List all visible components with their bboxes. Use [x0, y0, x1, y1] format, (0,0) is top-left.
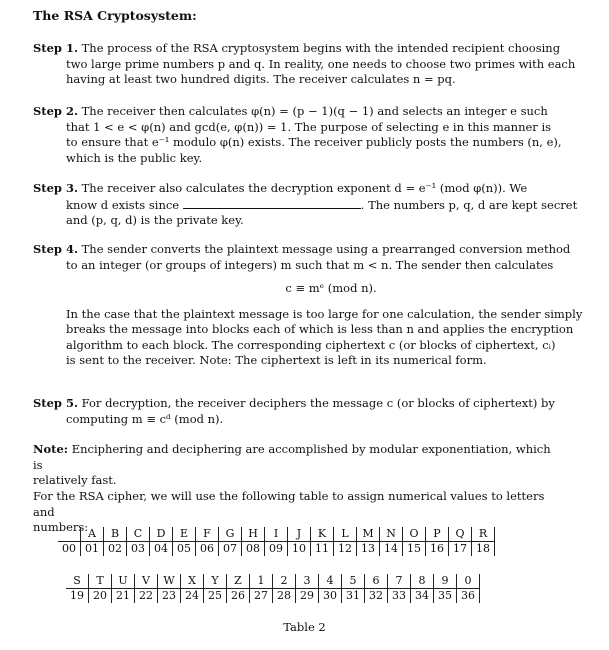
- table-1-value: 09: [265, 542, 288, 557]
- table-1-value: 08: [242, 542, 265, 557]
- step-3: [33, 181, 596, 229]
- table-2-value: 36: [457, 589, 480, 604]
- table-1-letter: [58, 527, 81, 542]
- table-1-value: 03: [127, 542, 150, 557]
- table-1-values-row: [58, 542, 495, 557]
- letter-value-table-1: [58, 527, 495, 556]
- note-line-1: Enciphering and deciphering are accomplished by modular exponentiation, which is: [33, 442, 551, 472]
- table-1-value: 11: [311, 542, 334, 557]
- step-4-label: Step 4.: [33, 242, 78, 256]
- table-1-letters-row: [58, 527, 495, 542]
- step-2-line-1: The receiver then calculates φ(n) = (p − 1)(q − 1) and selects an integer e such: [81, 104, 548, 118]
- table-1-value: 00: [58, 542, 81, 557]
- step-5-line-2: computing m ≡ cᵈ (mod n).: [66, 411, 224, 426]
- step-5-label: Step 5.: [33, 396, 78, 410]
- step-2: [33, 104, 596, 166]
- table-2-value: 33: [388, 589, 411, 604]
- document-title: The RSA Cryptosystem:: [33, 8, 197, 23]
- table-1-value: 04: [150, 542, 173, 557]
- table-2-value: 35: [434, 589, 457, 604]
- table-1-letter: Q: [449, 527, 472, 542]
- table-1-letter: O: [403, 527, 426, 542]
- table-2-letter: 4: [319, 574, 342, 589]
- table-1-value: 10: [288, 542, 311, 557]
- table-1-value: 18: [472, 542, 495, 557]
- table-2-letter: 0: [457, 574, 480, 589]
- table-1-letter: I: [265, 527, 288, 542]
- step-2-line-4: which is the public key.: [66, 150, 203, 165]
- table-intro-line-1: For the RSA cipher, we will use the following table to assign numerical values to letters and: [33, 489, 545, 519]
- table-2-letter: W: [158, 574, 181, 589]
- step-5: [33, 396, 596, 427]
- table-2-value: 21: [112, 589, 135, 604]
- table-1-value: 15: [403, 542, 426, 557]
- table-1-letter: E: [173, 527, 196, 542]
- table-1-letter: B: [104, 527, 127, 542]
- table-1-letter: F: [196, 527, 219, 542]
- step-3-line-2-end: . The numbers p, q, d are kept secret: [360, 197, 578, 212]
- table-1-value: 16: [426, 542, 449, 557]
- step-3-line-2-start: know d exists since: [66, 197, 180, 212]
- table-2-value: 28: [273, 589, 296, 604]
- table-2-letter: S: [73, 574, 81, 587]
- table-1-value: 05: [173, 542, 196, 557]
- step-2-line-2: that 1 < e < φ(n) and gcd(e, φ(n)) = 1. The purpose of selecting e in this manner is: [66, 119, 552, 134]
- table-2-letter: 5: [342, 574, 365, 589]
- table-1-value: 01: [81, 542, 104, 557]
- table-2-value: 23: [158, 589, 181, 604]
- step-2-label: Step 2.: [33, 104, 78, 118]
- table-1-letter: J: [288, 527, 311, 542]
- table-1-letter: M: [357, 527, 380, 542]
- table-2-letter: 6: [365, 574, 388, 589]
- table-2-letter: 9: [434, 574, 457, 589]
- table-1-letter: R: [472, 527, 495, 542]
- table-2-value: 34: [411, 589, 434, 604]
- table-2-letter: 1: [250, 574, 273, 589]
- table-2-letter: 7: [388, 574, 411, 589]
- table-1-letter: N: [380, 527, 403, 542]
- step-4-line-2: to an integer (or groups of integers) m such that m < n. The sender then calculates: [66, 257, 554, 272]
- table-2-letter: X: [181, 574, 204, 589]
- table-1-value: 02: [104, 542, 127, 557]
- step-4-para-line-3: algorithm to each block. The corresponding ciphertext c (or blocks of ciphertext, cᵢ): [66, 337, 556, 352]
- step-3-line-1: The receiver also calculates the decryption exponent d = e⁻¹ (mod φ(n)). We: [81, 181, 528, 195]
- table-2-letter: V: [135, 574, 158, 589]
- step-4-para-line-2: breaks the message into blocks each of which is less than n and applies the encryption: [66, 322, 574, 336]
- table-2-value: 26: [227, 589, 250, 604]
- step-1: [33, 41, 596, 88]
- encryption-equation: c ≡ mᵉ (mod n).: [285, 281, 377, 295]
- table-intro-line-2: numbers:: [33, 520, 89, 534]
- note-label: Note:: [33, 442, 69, 456]
- table-2-letter: T: [89, 574, 112, 589]
- table-2-letter: U: [112, 574, 135, 589]
- table-1-value: 07: [219, 542, 242, 557]
- note: [33, 442, 563, 489]
- table-2-value: 31: [342, 589, 365, 604]
- step-5-line-1: For decryption, the receiver deciphers the message c (or blocks of ciphertext) by: [81, 396, 555, 410]
- note-line-2: relatively fast.: [33, 473, 117, 487]
- step-4-para-line-4: is sent to the receiver. Note: The ciphertext is left in its numerical form.: [66, 353, 487, 367]
- step-1-label: Step 1.: [33, 41, 78, 55]
- table-2-letter: Y: [204, 574, 227, 589]
- step-3-label: Step 3.: [33, 181, 78, 195]
- table-1-letter: L: [334, 527, 357, 542]
- table-2-value: 22: [135, 589, 158, 604]
- step-4: [33, 242, 596, 369]
- table-2-value: 25: [204, 589, 227, 604]
- table-1-value: 13: [357, 542, 380, 557]
- step-3-line-3: and (p, q, d) is the private key.: [66, 213, 244, 227]
- table-2-value: 32: [365, 589, 388, 604]
- table-1-letter: H: [242, 527, 265, 542]
- table-2-value: 27: [250, 589, 273, 604]
- table-1-value: 12: [334, 542, 357, 557]
- table-2-values-row: [66, 589, 480, 604]
- letter-value-table-2: [66, 574, 480, 603]
- table-2-letter: 3: [296, 574, 319, 589]
- answer-blank[interactable]: [183, 197, 361, 209]
- table-2-value: 29: [296, 589, 319, 604]
- table-1-value: 06: [196, 542, 219, 557]
- table-2-letter: Z: [227, 574, 250, 589]
- step-1-line-1: The process of the RSA cryptosystem begins with the intended recipient choosing: [81, 41, 561, 55]
- step-1-line-3: having at least two hundred digits. The receiver calculates n = pq.: [66, 72, 456, 86]
- table-1-letter: G: [219, 527, 242, 542]
- table-2-value: 30: [319, 589, 342, 604]
- table-1-value: 14: [380, 542, 403, 557]
- table-2-value: 24: [181, 589, 204, 604]
- table-2-value: 19: [66, 589, 89, 604]
- table-1-letter: C: [127, 527, 150, 542]
- table-2-value: 20: [89, 589, 112, 604]
- table-1-letter: D: [150, 527, 173, 542]
- table-2-letter: 8: [411, 574, 434, 589]
- table-2-letters-row: [66, 574, 480, 589]
- table-2-letter: 2: [273, 574, 296, 589]
- step-4-line-1: The sender converts the plaintext message using a prearranged conversion method: [81, 242, 571, 256]
- table-1-letter: A: [81, 527, 104, 542]
- table-1-value: 17: [449, 542, 472, 557]
- step-1-line-2: two large prime numbers p and q. In reality, one needs to choose two primes with each: [66, 56, 576, 71]
- table-1-letter: P: [426, 527, 449, 542]
- step-4-para-line-1: In the case that the plaintext message is too large for one calculation, the sender simply: [66, 306, 583, 321]
- table-1-letter: K: [311, 527, 334, 542]
- table-caption: Table 2: [283, 620, 326, 634]
- step-2-line-3: to ensure that e⁻¹ modulo φ(n) exists. The receiver publicly posts the numbers (n, e),: [66, 135, 562, 149]
